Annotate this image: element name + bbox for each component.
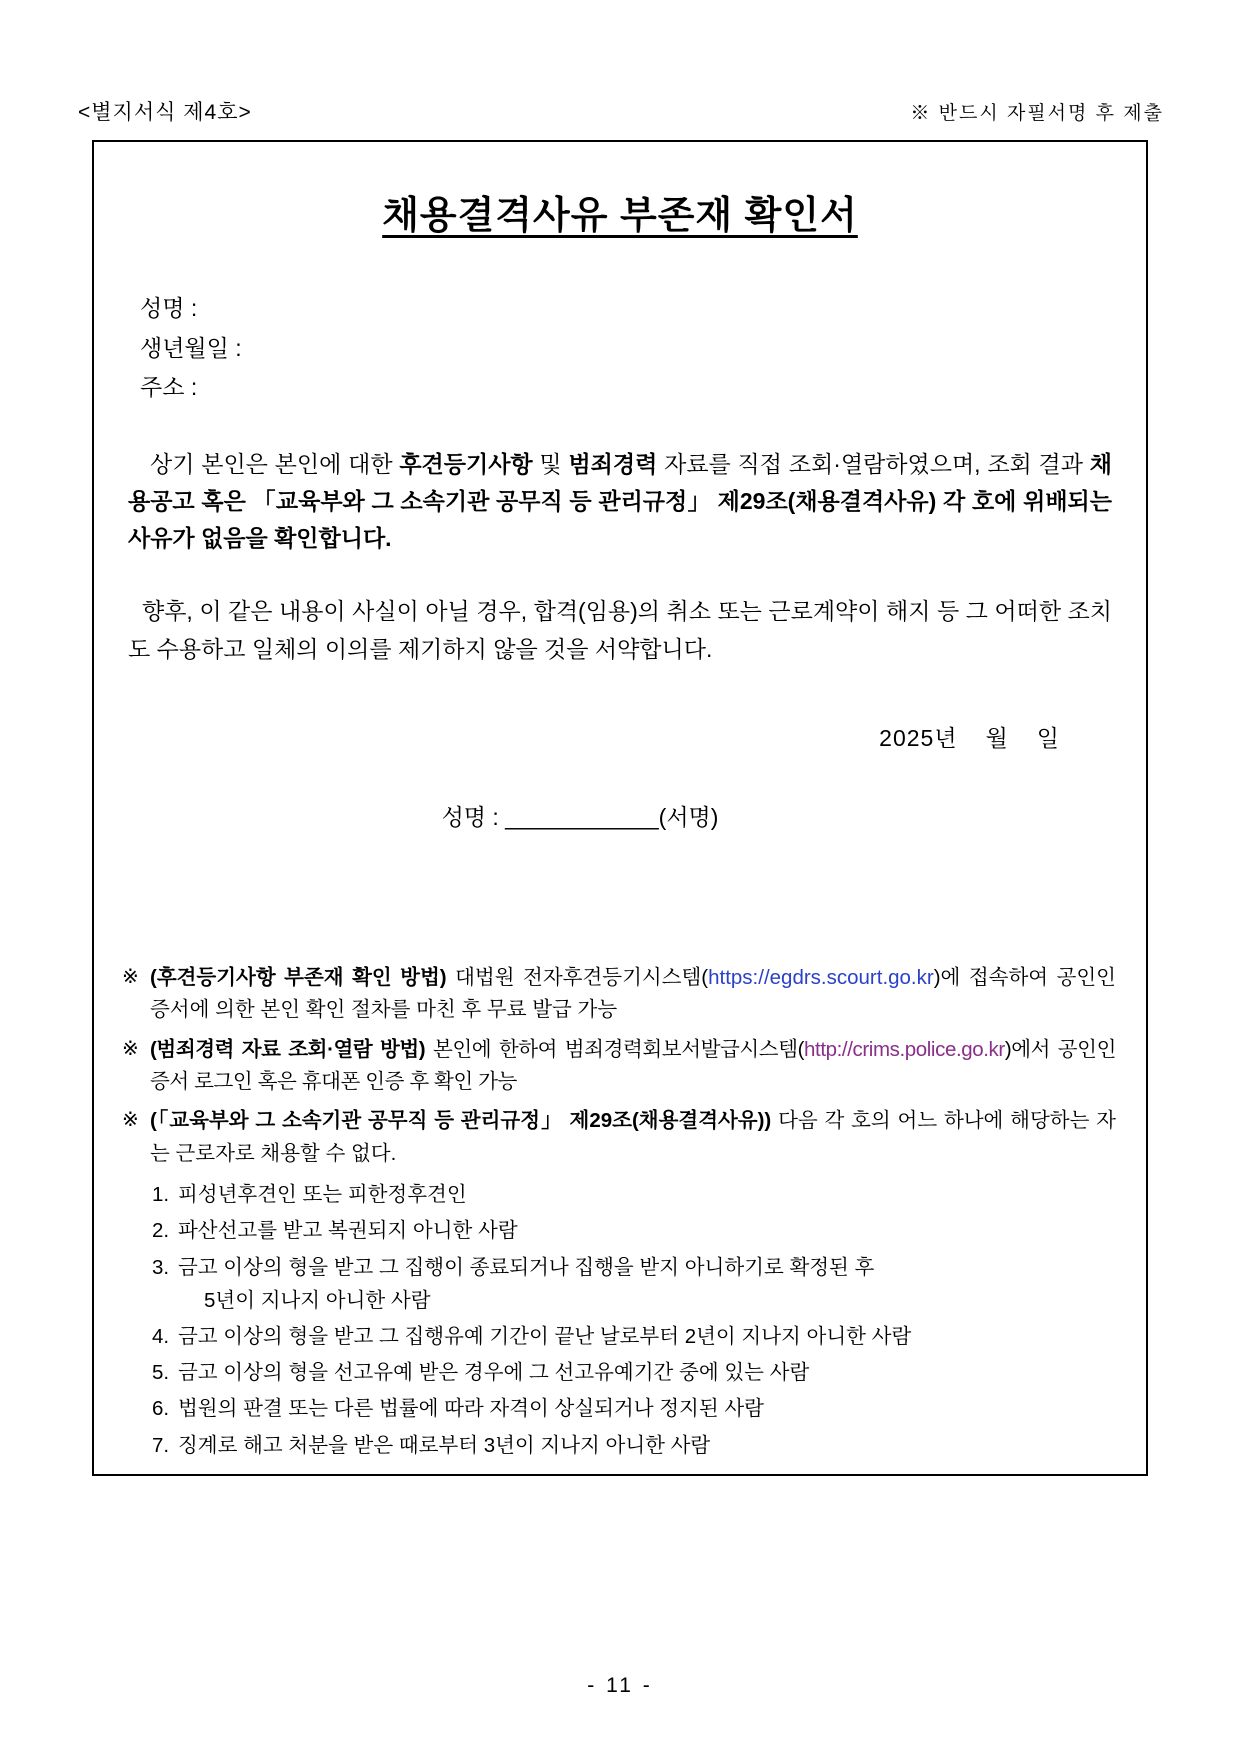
- pledge-paragraph: 향후, 이 같은 내용이 사실이 아닐 경우, 합격(임용)의 취소 또는 근로계약이 해지 등 그 어떠한 조치도 수용하고 일체의 이의를 제기하지 않을 것을 서약합니다.: [128, 598, 1112, 662]
- list-item: [152, 1251, 1116, 1317]
- list-item-text: 파산선고를 받고 복권되지 아니한 사람: [178, 1219, 518, 1243]
- list-item-number: 3.: [152, 1255, 170, 1279]
- note-text-before: 대법원 전자후견등기시스템(: [446, 965, 709, 989]
- list-item: [152, 1392, 1116, 1425]
- list-item-text: 법원의 판결 또는 다른 법률에 따라 자격이 상실되거나 정지된 사람: [178, 1397, 764, 1421]
- list-item-number: 6.: [152, 1397, 170, 1421]
- note-mark: ※: [122, 1109, 139, 1132]
- note-text-before: 본인에 한하여 범죄경력회보서발급시스템(: [425, 1037, 805, 1061]
- date-day: 일: [1036, 724, 1060, 751]
- crims-link[interactable]: http://crims.police.go.kr: [804, 1037, 1005, 1061]
- para1-bold2: 범죄경력: [568, 450, 658, 477]
- page-header: [78, 96, 1164, 126]
- page-title: 채용결격사유 부존재 확인서: [382, 195, 858, 237]
- list-item: [152, 1214, 1116, 1247]
- note-item: [122, 962, 1116, 1027]
- para1-part1: 상기 본인은 본인에 대한: [150, 450, 400, 477]
- para1-part3: 자료를 직접 조회·열람하였으며, 조회 결과: [657, 450, 1090, 477]
- list-item-text: 금고 이상의 형을 받고 그 집행유예 기간이 끝난 날로부터 2년이 지나지 아니한 사람: [178, 1324, 912, 1348]
- note-body: [150, 962, 1116, 1027]
- list-item-text: 금고 이상의 형을 받고 그 집행이 종료되거나 집행을 받지 아니하기로 확정된 후: [178, 1255, 875, 1279]
- note-text-after: )에서 공인인증서 로그인 혹은 휴대폰 인증 후 확인 가능: [150, 1037, 1116, 1094]
- field-address-label: 주소 :: [140, 374, 198, 401]
- date-year: 2025년: [879, 724, 958, 751]
- document-frame: [92, 140, 1148, 1476]
- note-item: [122, 1105, 1116, 1170]
- list-item: [152, 1178, 1116, 1211]
- note-item: [122, 1034, 1116, 1099]
- list-item-text-wrap: [178, 1251, 1116, 1317]
- list-item: [152, 1356, 1116, 1389]
- note-text-before: 다음 각 호의 어느 하나에 해당하는 자는 근로자로 채용할 수 없다.: [150, 1109, 1116, 1165]
- para1-bold1: 후견등기사항: [399, 450, 533, 477]
- date-line: [94, 720, 1146, 753]
- notes-section: [94, 962, 1146, 1462]
- egdrs-link[interactable]: https://egdrs.scourt.go.kr: [708, 965, 934, 989]
- field-birthdate-label: 생년월일 :: [140, 334, 242, 361]
- list-item-continuation: 5년이 지나지 아니한 사람: [204, 1288, 431, 1312]
- field-name-label: 성명 :: [140, 295, 198, 321]
- list-item-number: 2.: [152, 1219, 170, 1243]
- signature-line: 성명 : ____________(서명): [441, 803, 719, 830]
- list-item-text: 징계로 해고 처분을 받은 때로부터 3년이 지나지 아니한 사람: [178, 1433, 711, 1457]
- list-item-number: 7.: [152, 1433, 170, 1457]
- list-item-text: 피성년후견인 또는 피한정후견인: [178, 1183, 467, 1207]
- list-item: [152, 1320, 1116, 1353]
- note-title: (「교육부와 그 소속기관 공무직 등 관리규정」 제29조(채용결격사유)): [150, 1109, 772, 1133]
- note-text-after: )에 접속하여 공인인증서에 의한 본인 확인 절차를 마친 후 무료 발급 가능: [150, 965, 1116, 1022]
- list-item-text: 금고 이상의 형을 선고유예 받은 경우에 그 선고유예기간 중에 있는 사람: [178, 1361, 810, 1385]
- form-number: <별지서식 제4호>: [78, 101, 252, 124]
- note-title: (범죄경력 자료 조회·열람 방법): [150, 1037, 426, 1061]
- para1-part2: 및: [532, 450, 569, 477]
- note-body: [150, 1105, 1116, 1170]
- applicant-fields: [94, 289, 1146, 408]
- note-title: (후견등기사항 부존재 확인 방법): [150, 965, 447, 989]
- top-notice: ※ 반드시 자필서명 후 제출: [910, 103, 1164, 124]
- date-month: 월: [985, 724, 1009, 751]
- note-mark: ※: [122, 1037, 139, 1060]
- list-item-number: 1.: [152, 1183, 170, 1207]
- list-item-number: 4.: [152, 1324, 170, 1348]
- list-item-number: 5.: [152, 1361, 170, 1385]
- disqualification-list: [122, 1178, 1116, 1462]
- confirmation-paragraph: [94, 446, 1146, 558]
- note-mark: ※: [122, 965, 139, 988]
- page-number: - 11 -: [587, 1674, 653, 1697]
- list-item: [152, 1429, 1116, 1462]
- note-body: [150, 1034, 1116, 1099]
- para1-bold3: 채용공고 혹은 「교육부와 그 소속기관 공무직 등 관리규정」 제29조(채용결격사유) 각 호에 위배되는 사유가 없음을 확인합니다.: [128, 450, 1112, 552]
